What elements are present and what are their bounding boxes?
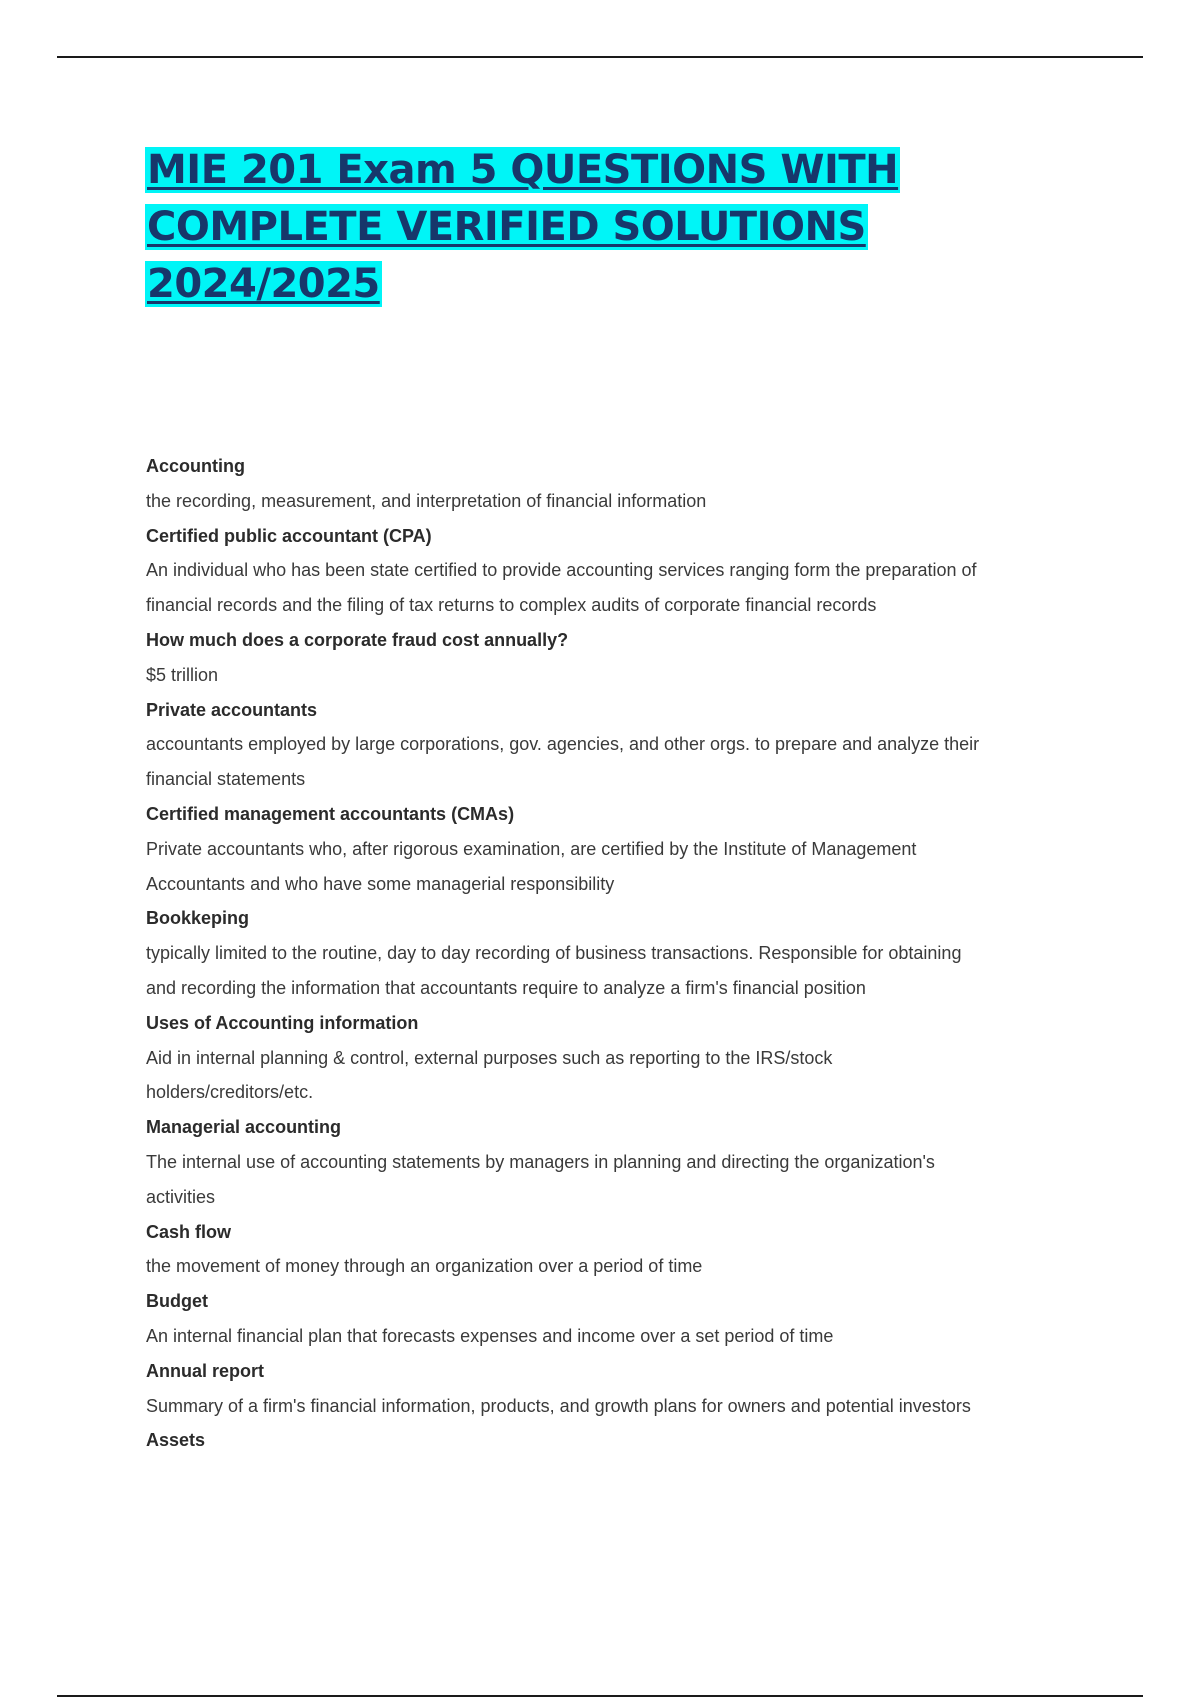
- term-budget: Budget: [146, 1291, 208, 1312]
- top-rule: [57, 56, 1143, 58]
- definition-line: financial records and the filing of tax returns to complex audits of corporate financial records: [146, 595, 877, 616]
- term-assets: Assets: [146, 1430, 206, 1451]
- document-title: [145, 142, 945, 313]
- definition-line: holders/creditors/etc.: [146, 1082, 314, 1103]
- definition-line: accountants employed by large corporations, gov. agencies, and other orgs. to prepare and analyze their: [146, 734, 980, 755]
- title-line: MIE 201 Exam 5 QUESTIONS WITH: [147, 147, 899, 193]
- definition-line: Accountants and who have some managerial responsibility: [146, 873, 615, 894]
- title-line: 2024/2025: [147, 261, 380, 307]
- term-annual-report: Annual report: [146, 1360, 265, 1381]
- term-fraud-cost: How much does a corporate fraud cost annually?: [146, 629, 569, 650]
- term-bookkeeping: Bookkeping: [146, 908, 250, 929]
- term-cpa: Certified public accountant (CPA): [146, 525, 432, 546]
- definition-line: $5 trillion: [146, 664, 219, 685]
- definition-line: Aid in internal planning & control, external purposes such as reporting to the IRS/stock: [146, 1047, 833, 1068]
- definition-line: financial statements: [146, 769, 306, 790]
- definition-line: An internal financial plan that forecasts expenses and income over a set period of time: [146, 1325, 834, 1346]
- definition-line: Summary of a firm's financial information, products, and growth plans for owners and potential investors: [146, 1395, 971, 1416]
- definition-line: The internal use of accounting statements by managers in planning and directing the organization's: [146, 1151, 935, 1172]
- term-accounting: Accounting: [146, 456, 245, 476]
- term-private-accountants: Private accountants: [146, 699, 318, 720]
- definition-line: typically limited to the routine, day to day recording of business transactions. Responsible for obtaining: [146, 943, 962, 964]
- glossary: [146, 449, 1086, 1458]
- term-cmas: Certified management accountants (CMAs): [146, 803, 515, 824]
- bottom-rule: [57, 1695, 1143, 1697]
- term-cash-flow: Cash flow: [146, 1221, 232, 1242]
- title-line: COMPLETE VERIFIED SOLUTIONS: [147, 204, 866, 250]
- term-managerial-accounting: Managerial accounting: [146, 1117, 342, 1138]
- term-uses-of-accounting: Uses of Accounting information: [146, 1012, 419, 1033]
- definition-line: activities: [146, 1186, 216, 1207]
- definition-line: and recording the information that accountants require to analyze a firm's financial position: [146, 977, 866, 998]
- definition-line: An individual who has been state certified to provide accounting services ranging form the preparation of: [146, 560, 977, 581]
- definition-line: the movement of money through an organization over a period of time: [146, 1256, 703, 1277]
- definition-line: Private accountants who, after rigorous examination, are certified by the Institute of Management: [146, 838, 917, 859]
- definition-line: the recording, measurement, and interpretation of financial information: [146, 490, 707, 511]
